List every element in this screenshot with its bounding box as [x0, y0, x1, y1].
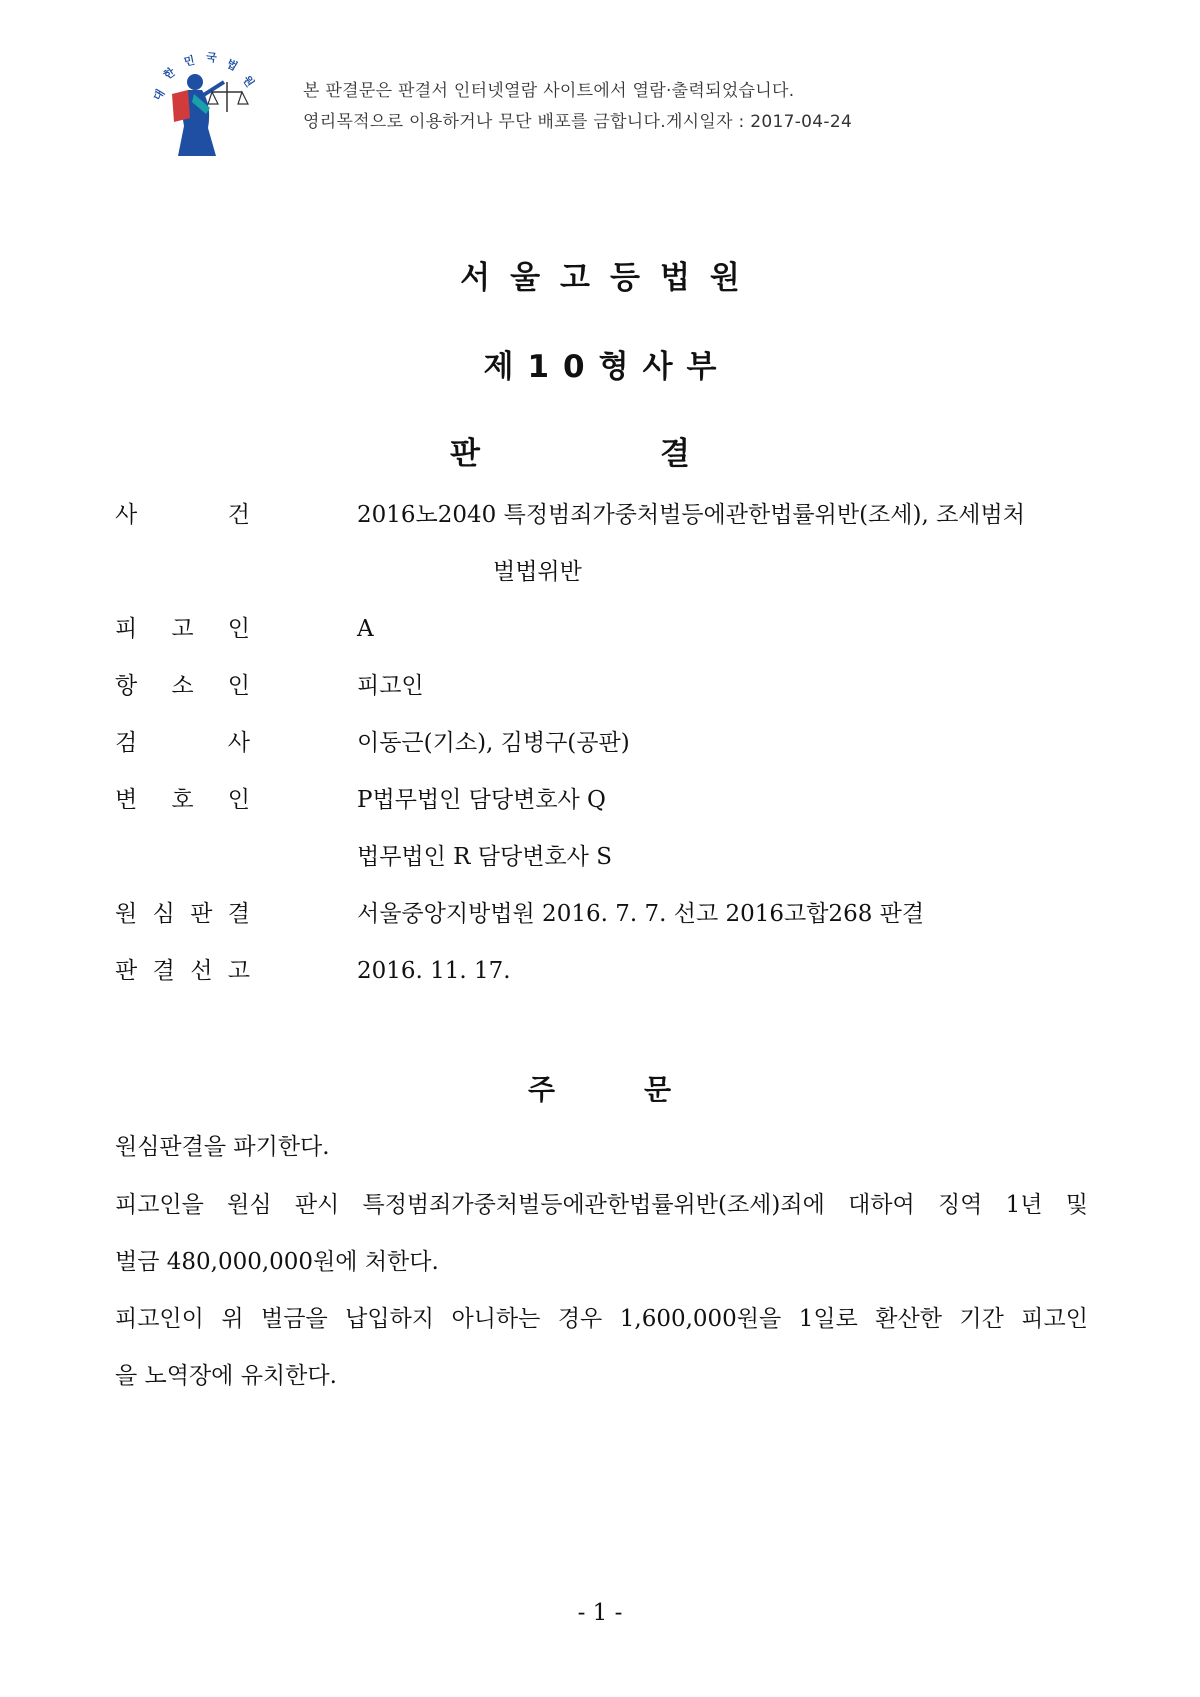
- original-judgment-value: 서울중앙지방법원 2016. 7. 7. 선고 2016고합268 판결: [357, 901, 925, 927]
- defendant-value: A: [357, 616, 374, 642]
- sentencing-date-label: 판 결 선 고: [115, 958, 250, 984]
- logo-text-4: 국: [205, 50, 218, 65]
- order-heading-right: 문: [644, 1073, 672, 1106]
- appellant-label: 항 소 인: [115, 673, 250, 699]
- judgment-title-right: 결: [660, 436, 690, 472]
- order-paragraph-2-line-2: 벌금 480,000,000원에 처한다.: [115, 1249, 439, 1275]
- scale-pan-right: [238, 92, 248, 104]
- defendant-label: 피 고 인: [115, 616, 250, 642]
- notice-line-1: 본 판결문은 판결서 인터넷열람 사이트에서 열람·출력되었습니다.: [303, 81, 795, 101]
- logo-text-3: 민: [182, 53, 196, 69]
- counsel-value-2: 법무법인 R 담당변호사 S: [357, 844, 612, 870]
- court-logo: [150, 48, 268, 163]
- sentencing-date-value: 2016. 11. 17.: [357, 958, 511, 984]
- scale-pan-left: [208, 92, 218, 104]
- page-number: - 1 -: [577, 1600, 623, 1626]
- judgment-title-left: 판: [450, 436, 480, 472]
- order-paragraph-2-line-1: 피고인을 원심 판시 특정범죄가중처벌등에관한법률위반(조세)죄에 대하여 징역 1년 및: [115, 1192, 1088, 1218]
- case-value-cont: 벌법위반: [493, 559, 582, 585]
- logo-text-1: 대: [150, 87, 168, 103]
- order-paragraph-1: 원심판결을 파기한다.: [115, 1134, 330, 1160]
- counsel-label: 변 호 인: [115, 787, 250, 813]
- appellant-value: 피고인: [357, 673, 424, 699]
- logo-text-6: 원: [239, 73, 257, 90]
- case-label: 사 건: [115, 502, 250, 528]
- order-paragraph-3-line-1: 피고인이 위 벌금을 납입하지 아니하는 경우 1,600,000원을 1일로 환산한 기간 피고인: [115, 1306, 1088, 1332]
- logo-head: [187, 74, 203, 90]
- order-heading-left: 주: [528, 1073, 556, 1106]
- order-paragraph-3-line-2: 을 노역장에 유치한다.: [115, 1363, 337, 1389]
- notice-line-2: 영리목적으로 이용하거나 무단 배포를 금합니다.게시일자 : 2017-04-24: [303, 112, 853, 132]
- case-value: 2016노2040 특정범죄가중처벌등에관한법률위반(조세), 조세범처: [357, 502, 1025, 528]
- prosecutor-value: 이동근(기소), 김병구(공판): [357, 730, 630, 756]
- original-judgment-label: 원 심 판 결: [115, 901, 250, 927]
- logo-text-5: 법: [224, 56, 240, 74]
- division-name: 제10형사부: [483, 349, 731, 385]
- logo-text-2: 한: [161, 65, 178, 83]
- logo-book: [172, 90, 190, 122]
- counsel-value-1: P법무법인 담당변호사 Q: [357, 787, 606, 813]
- court-name: 서울고등법원: [460, 260, 760, 296]
- prosecutor-label: 검 사: [115, 730, 250, 756]
- distribution-notice: [303, 76, 852, 138]
